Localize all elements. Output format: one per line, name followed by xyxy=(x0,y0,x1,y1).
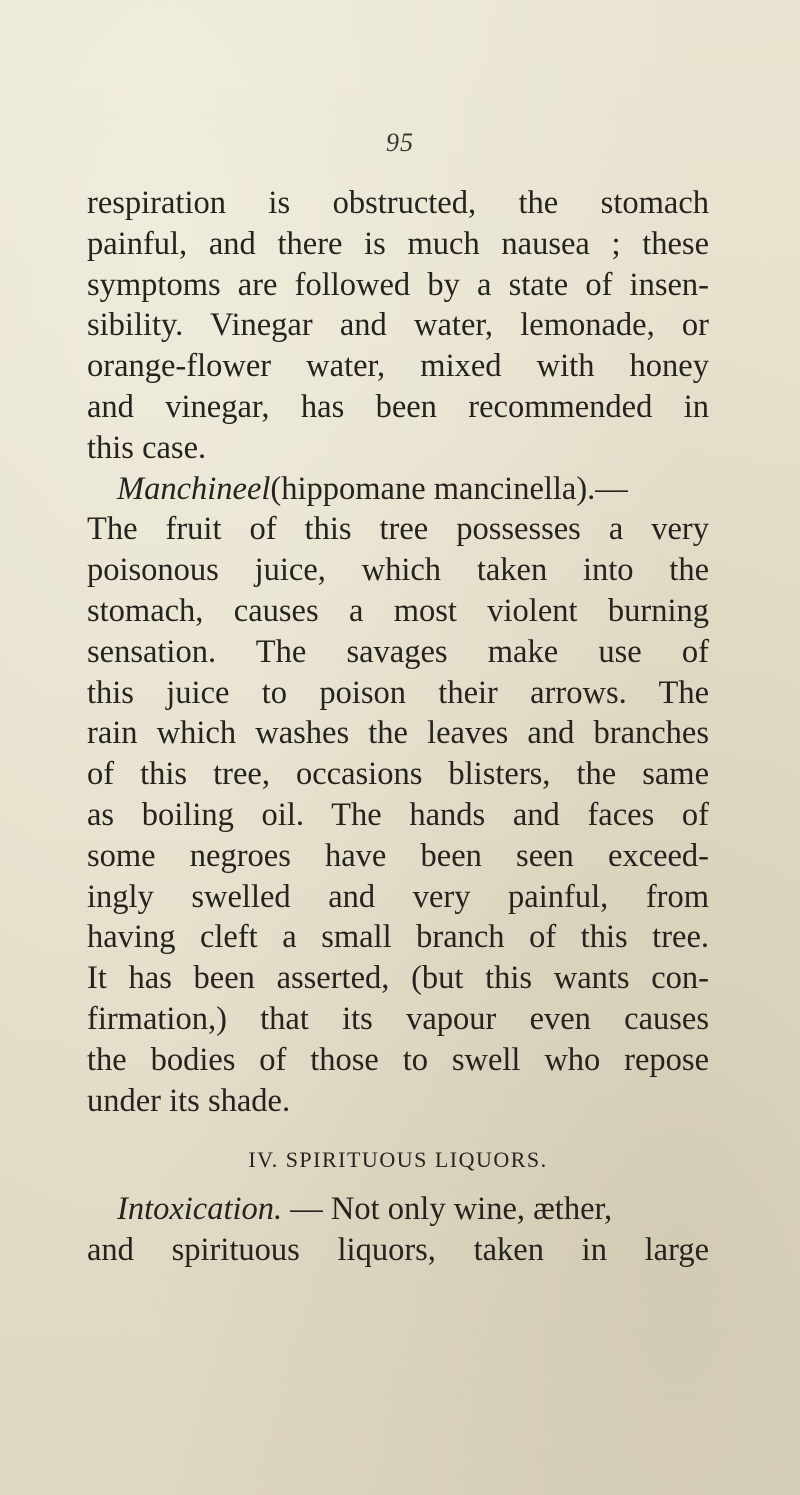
text-line: this juice to poison their arrows. The xyxy=(87,674,709,711)
text-line: under its shade. xyxy=(87,1082,291,1119)
text-line: poisonous juice, which taken into the xyxy=(87,552,709,589)
text-line: firmation,) that its vapour even causes xyxy=(87,1000,709,1037)
section-heading: IV. SPIRITUOUS LIQUORS. xyxy=(248,1147,548,1173)
text-line: symptoms are followed by a state of insen- xyxy=(87,266,709,303)
text-line: ingly swelled and very painful, from xyxy=(87,878,709,915)
text-line: sensation. The savages make use of xyxy=(87,633,709,670)
entry-term: Intoxication. xyxy=(117,1191,283,1228)
text-line: stomach, causes a most violent burning xyxy=(87,592,709,629)
text-line xyxy=(87,1189,709,1230)
text-line: painful, and there is much nausea ; these xyxy=(87,225,709,262)
page-number: 95 xyxy=(386,128,414,157)
text-line: respiration is obstructed, the stomach xyxy=(87,185,709,221)
paragraph-vinegar-remedy xyxy=(87,183,709,469)
text-line: and vinegar, has been recommended in xyxy=(87,388,709,425)
text-line: this case. xyxy=(87,429,207,466)
text-line: The fruit of this tree possesses a very xyxy=(87,511,709,548)
entry-term: Manchineel xyxy=(117,470,271,507)
body-text xyxy=(87,183,709,1271)
text-line: and spirituous liquors, taken in large xyxy=(87,1232,709,1269)
text-line: of this tree, occasions blisters, the same xyxy=(87,756,709,793)
text-line: the bodies of those to swell who repose xyxy=(87,1041,709,1078)
paragraph-intoxication xyxy=(87,1189,709,1271)
paragraph-manchineel xyxy=(87,469,709,1122)
entry-term-description: — Not only wine, æther, xyxy=(282,1191,613,1228)
text-line: sibility. Vinegar and water, lemonade, or xyxy=(87,307,709,344)
text-line: It has been asserted, (but this wants con- xyxy=(87,960,709,997)
text-line: as boiling oil. The hands and faces of xyxy=(87,796,709,833)
text-line: orange-flower water, mixed with honey xyxy=(87,348,709,385)
text-line: having cleft a small branch of this tree. xyxy=(87,919,709,956)
entry-term-description: (hippomane mancinella).— xyxy=(270,470,628,507)
text-line xyxy=(87,469,709,510)
text-line: rain which washes the leaves and branches xyxy=(87,715,709,752)
text-line: some negroes have been seen exceed- xyxy=(87,837,709,874)
